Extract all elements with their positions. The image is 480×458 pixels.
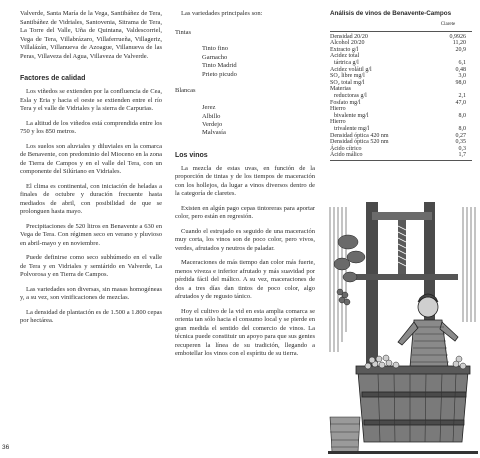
- table-row-label: Hierro: [330, 119, 346, 126]
- analysis-column: [330, 10, 472, 161]
- text-column-left: [20, 10, 162, 326]
- table-row-label: Acidez total: [330, 53, 360, 60]
- table-row: [330, 67, 472, 74]
- table-row-value: 98,0: [455, 79, 466, 86]
- table-row-label: Densidad óptica 520 nm: [330, 139, 389, 146]
- table-row-value: 8,0: [458, 112, 466, 119]
- table-row: [330, 139, 472, 146]
- table-row: [330, 93, 472, 100]
- body-paragraph: Existen en algún pago cepas tintoreras para aportar color, pero están en regresión.: [175, 204, 315, 221]
- table-row: [330, 152, 472, 160]
- table-row-value: 3,0: [458, 73, 466, 80]
- table-row: [330, 126, 472, 133]
- body-paragraph: La mezcla de estas uvas, en función de la proporción de tintas y de los tiempos de maceración con los hollejos, da lugar a vinos diversos dentro de la categoría de claretes.: [175, 164, 315, 198]
- column-header-clarete: Clarete: [430, 22, 472, 31]
- table-row: [330, 47, 472, 54]
- table-row-label: Ácido cítrico: [330, 145, 362, 152]
- table-row-label: Densidad óptica 420 nm: [330, 132, 389, 139]
- table-row-value: [430, 119, 472, 126]
- table-row-label: bivalente mg/l: [334, 112, 369, 119]
- table-row-label: trivalente mg/l: [334, 125, 370, 132]
- table-row-label: Alcohol 20/20: [330, 40, 365, 47]
- section-heading-quality-factors: Factores de calidad: [20, 75, 86, 82]
- table-row-label: SO₂ libre mg/l: [330, 73, 365, 80]
- table-row: [330, 106, 472, 113]
- table-row: [330, 60, 472, 67]
- table-row-value: 0,9926: [449, 33, 466, 40]
- table-row-value: [430, 106, 472, 113]
- table-row-value: [430, 53, 472, 60]
- list-item: Tinto Madrid: [202, 62, 237, 70]
- table-row-value: 6,1: [458, 59, 466, 66]
- town-list-paragraph: Valverde, Santa María de la Vega, Santibáñez de Tera, Santibáñez de Vidriales, Santovenia, Sitrama de Tera, La Torre del Valle, Uña de Quintana, Valdescorriel, Vega de Tera, Villabrázaro, Villaferrueña, Villageriz, Villalázán, Villanueva de Azoague, Villanueva de las Peras, Villaveza del Agua, Villaveza de Valverde.: [20, 10, 162, 60]
- tintas-heading: Tintas: [175, 28, 192, 36]
- table-row-label: reductoras g/l: [334, 92, 367, 99]
- text-column-middle: [175, 10, 315, 359]
- table-row: [330, 119, 472, 126]
- body-paragraph: Maceraciones de más tiempo dan color más fuerte, menos viveza e inferior afrutado y más suavidad por pérdida fácil del málico. A su vez, maceraciones de dos a tres días dan tintos de poco color, algo afrutados y de regusto tánico.: [175, 259, 315, 301]
- body-paragraph: Precipitaciones de 520 litros en Benavente a 630 en Vega de Tera. Con régimen seco en verano y pluvioso en abril-mayo y en noviembre.: [20, 222, 162, 247]
- table-row: [330, 133, 472, 140]
- woodcut-illustration: [328, 202, 478, 454]
- body-paragraph: La densidad de plantación es de 1.500 a 1.800 cepas por hectárea.: [20, 308, 162, 324]
- table-header-row: [330, 22, 472, 31]
- table-row-label: Ácido málico: [330, 152, 430, 160]
- body-paragraph: Las variedades son diversas, sin masas homogéneas y, a su vez, son vinificaciones de mezclas.: [20, 285, 162, 301]
- table-row-label: Hierro: [330, 106, 346, 113]
- varieties-list: [175, 29, 315, 138]
- table-row-value: 0,35: [455, 139, 466, 146]
- blancas-heading: Blancas: [175, 87, 196, 95]
- table-row-label: Materias: [330, 86, 351, 93]
- table-row: [330, 31, 472, 40]
- table-row-label: tártrica g/l: [334, 59, 359, 66]
- table-row-value: 20,9: [455, 46, 466, 53]
- table-row: [330, 53, 472, 60]
- body-paragraph: Puede definirse como seco subhúmedo en el valle de Tera y en Vidriales y semiárido en Valverde, La Polvorosa y en Tierra de Campos.: [20, 254, 162, 278]
- analysis-table-title: Análisis de vinos de Benavente-Campos: [330, 10, 452, 17]
- table-row: [330, 73, 472, 80]
- body-paragraph: Cuando el estrujado es seguido de una maceración muy corta, los vinos son de poco color, pero vivos, verdes, afrutados y neutros de paladar.: [175, 227, 315, 252]
- table-row-label: Densidad 20/20: [330, 33, 368, 40]
- table-row-value: 0,48: [455, 66, 466, 73]
- table-row-label: SO₂ total mg/l: [330, 79, 365, 86]
- table-row-value: [430, 86, 472, 93]
- analysis-table: [330, 22, 472, 161]
- table-row: [330, 100, 472, 107]
- table-row-value: 47,0: [455, 99, 466, 106]
- page-number: 36: [2, 444, 10, 451]
- table-row: [330, 80, 472, 87]
- table-row: [330, 113, 472, 120]
- list-item: Garnacho: [202, 53, 228, 61]
- body-paragraph: La altitud de los viñedos está comprendida entre los 750 y los 850 metros.: [20, 119, 162, 135]
- table-row-label: Extracto g/l: [330, 46, 359, 53]
- body-paragraph: Los suelos son aluviales y diluviales en la comarca de Benavente, con predominio del Mioceno en la zona de Tierra de Campos y en el valle del Tera, con un componente del Silúriano en Vidriales.: [20, 142, 162, 175]
- table-row-value: 8,0: [458, 125, 466, 132]
- table-row-value: 0,27: [455, 132, 466, 139]
- varieties-intro: Las variedades principales son:: [181, 10, 263, 17]
- list-item: Tinto fino: [202, 45, 228, 53]
- list-item: Prieto picudo: [202, 70, 237, 78]
- list-item: Albillo: [202, 112, 221, 120]
- table-row-value: 2,1: [458, 92, 466, 99]
- table-row-label: Fosfato mg/l: [330, 99, 361, 106]
- body-paragraph: El clima es continental, con iniciación de heladas a finales de octubre y duración frecuente hasta mediados de abril, con posibilidad de que se prolonguen hasta mayo.: [20, 182, 162, 215]
- table-row-value: 11,20: [452, 40, 466, 47]
- table-row-value: 1,7: [430, 152, 472, 160]
- list-item: Verdejo: [202, 120, 223, 128]
- table-row-value: 0,3: [458, 145, 466, 152]
- section-heading-wines: Los vinos: [175, 151, 208, 159]
- table-row: [330, 40, 472, 47]
- body-paragraph: Hoy el cultivo de la vid en esta amplia comarca se orienta tan sólo hacia el consumo local y se pierde en gran medida el sentido del comercio de vinos. La técnica puede constituir un apoyo para que sus gentes recuperen la línea de su tradición, llegando a embotellar los vinos con el espíritu de su tierra.: [175, 307, 315, 358]
- list-item: Jerez: [202, 104, 216, 112]
- list-item: Malvasía: [202, 129, 226, 137]
- table-row-label: Acidez volátil g/l: [330, 66, 372, 73]
- table-row: [330, 86, 472, 93]
- body-paragraph: Los viñedos se extienden por la confluencia de Cea, Esla y Eria y hacia el oeste se extienden entre el río Tera y el valle de Vidriales y la sierra de Carpurias.: [20, 88, 162, 112]
